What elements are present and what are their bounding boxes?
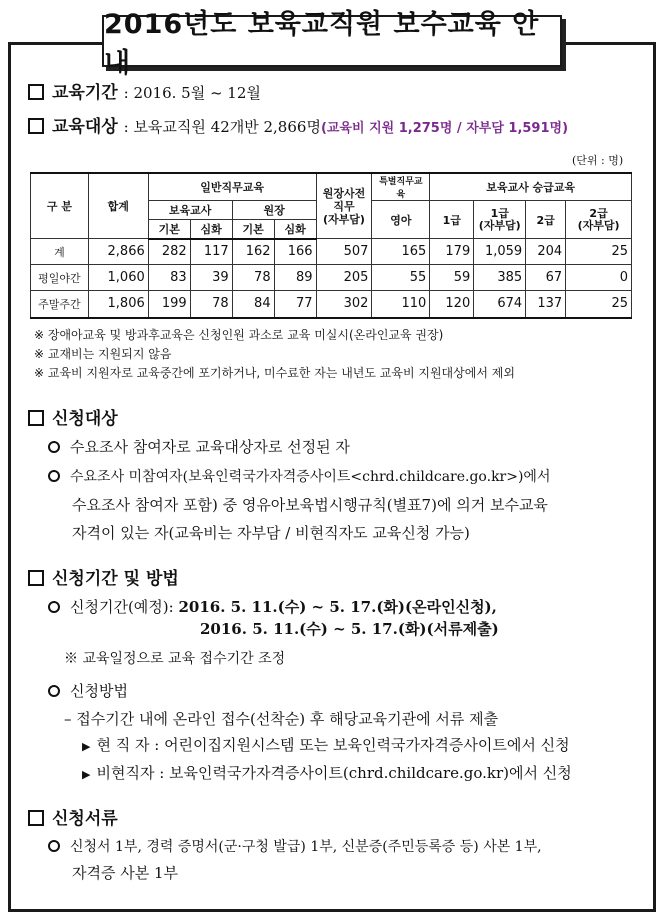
- cell: 204: [526, 239, 566, 265]
- header-teacher: 보육교사: [148, 201, 232, 220]
- triangle-bullet-icon: ▶: [82, 768, 91, 781]
- row-label: 주말주간: [31, 291, 89, 318]
- cell: 77: [274, 291, 316, 318]
- table-row: [31, 291, 632, 318]
- cell: 385: [474, 265, 526, 291]
- apply-period-line1: 2016. 5. 11.(수) ~ 5. 17.(화)(온라인신청),: [178, 598, 497, 616]
- cell: 199: [148, 291, 190, 318]
- cell: 674: [474, 291, 526, 318]
- period-label: 교육기간: [52, 83, 118, 103]
- cell: 1,806: [88, 291, 148, 318]
- checkbox-square-icon: [28, 118, 44, 134]
- cell: 78: [190, 291, 232, 318]
- header-pre-director-l2: 직무: [333, 199, 355, 213]
- apply-method-sublabel: 신청방법: [70, 682, 128, 700]
- document-title: 2016년도 보육교직원 보수교육 안내: [102, 15, 562, 67]
- checkbox-square-icon: [28, 570, 44, 586]
- cell: 165: [372, 239, 430, 265]
- cell: 117: [190, 239, 232, 265]
- cell: 2,866: [88, 239, 148, 265]
- header-infant: 영아: [372, 201, 430, 239]
- docs-line-1: [48, 836, 542, 856]
- apply-method-bullet-1: [82, 734, 570, 755]
- apply-target-item-2-l2: 수요조사 참여자 포함) 중 영유아보육법시행규칙(별표7)에 의거 보수교육: [72, 496, 548, 514]
- apply-target-item-2-l3: 자격이 있는 자(교육비는 자부담 / 비현직자도 교육신청 가능): [72, 524, 470, 542]
- circle-bullet-icon: [48, 601, 60, 613]
- apply-method-bullet-1-text: 현 직 자 : 어린이집지원시스템 또는 보육인력국가자격증사이트에서 신청: [96, 736, 570, 754]
- cell: 1,060: [88, 265, 148, 291]
- header-total: 합계: [88, 173, 148, 239]
- period-value: : 2016. 5월 ~ 12월: [123, 84, 261, 102]
- header-gubun: 구 분: [31, 173, 89, 239]
- target-value: : 보육교직원 42개반 2,866명: [123, 118, 321, 136]
- cell: 25: [566, 239, 632, 265]
- circle-bullet-icon: [48, 840, 60, 852]
- apply-period-line2: 2016. 5. 11.(수) ~ 5. 17.(화)(서류제출): [200, 620, 499, 638]
- header-director: 원장: [232, 201, 316, 220]
- circle-bullet-icon: [48, 470, 60, 482]
- target-label: 교육대상: [52, 117, 118, 137]
- target-note: (교육비 지원 1,275명 / 자부담 1,591명): [320, 121, 569, 136]
- header-grade1-self-l1: 1급: [490, 206, 509, 220]
- header-grade2-self-l1: 2급: [589, 206, 608, 220]
- apply-period-note: ※ 교육일정으로 교육 접수기간 조정: [64, 651, 286, 667]
- header-teacher-basic: 기본: [148, 220, 190, 239]
- cell: 89: [274, 265, 316, 291]
- circle-bullet-icon: [48, 441, 60, 453]
- target-row: [28, 112, 568, 137]
- cell: 67: [526, 265, 566, 291]
- period-row: [28, 78, 261, 103]
- note-2: ※ 교재비는 지원되지 않음: [34, 347, 172, 361]
- header-grade2: 2급: [526, 201, 566, 239]
- circle-bullet-icon: [48, 685, 60, 697]
- header-pre-director-l3: (자부담): [323, 212, 365, 226]
- cell: 83: [148, 265, 190, 291]
- header-pre-director: [316, 173, 372, 239]
- triangle-bullet-icon: ▶: [82, 740, 91, 753]
- note-3: ※ 교육비 지원자로 교육중간에 포기하거나, 미수료한 자는 내년도 교육비 지원대상에서 제외: [34, 366, 515, 380]
- cell: 507: [316, 239, 372, 265]
- cell: 166: [274, 239, 316, 265]
- table-row: [31, 239, 632, 265]
- cell: 39: [190, 265, 232, 291]
- cell: 120: [430, 291, 474, 318]
- docs-line-2: 자격증 사본 1부: [72, 864, 179, 882]
- apply-target-item-2: [48, 466, 550, 486]
- header-teacher-deep: 심화: [190, 220, 232, 239]
- apply-target-item-1: [48, 436, 350, 457]
- cell: 110: [372, 291, 430, 318]
- cell: 59: [430, 265, 474, 291]
- apply-target-item-2-l1: 수요조사 미참여자(보육인력국가자격증사이트<chrd.childcare.go.kr>)에서: [70, 469, 551, 485]
- cell: 78: [232, 265, 274, 291]
- apply-period-row: [48, 596, 497, 617]
- apply-method-label: 신청기간 및 방법: [52, 569, 179, 589]
- cell: 0: [566, 265, 632, 291]
- checkbox-square-icon: [28, 410, 44, 426]
- apply-method-bullet-2: [82, 762, 572, 783]
- cell: 25: [566, 291, 632, 318]
- unit-label: (단위 : 명): [572, 154, 624, 167]
- row-label: 평일야간: [31, 265, 89, 291]
- header-grade1-self-l2: (자부담): [478, 218, 521, 232]
- apply-target-heading: [28, 404, 118, 429]
- docs-line-1-text: 신청서 1부, 경력 증명서(군·구청 발급) 1부, 신분증(주민등록증 등) 사본 1부,: [70, 839, 542, 855]
- header-director-deep: 심화: [274, 220, 316, 239]
- apply-target-item-1-text: 수요조사 참여자로 교육대상자로 선정된 자: [70, 438, 350, 456]
- header-grade1-self: [474, 201, 526, 239]
- apply-method-bullet-2-text: 비현직자 : 보육인력국가자격증사이트(chrd.childcare.go.kr)에서 신청: [96, 764, 572, 782]
- cell: 84: [232, 291, 274, 318]
- cell: 179: [430, 239, 474, 265]
- docs-heading: [28, 804, 118, 829]
- cell: 55: [372, 265, 430, 291]
- row-label: 계: [31, 239, 89, 265]
- header-general: 일반직무교육: [148, 173, 316, 201]
- apply-method-dash: – 접수기간 내에 온라인 접수(선착순) 후 해당교육기관에 서류 제출: [64, 710, 499, 728]
- cell: 282: [148, 239, 190, 265]
- cell: 1,059: [474, 239, 526, 265]
- cell: 137: [526, 291, 566, 318]
- header-pre-director-l1: 원장사전: [322, 186, 366, 200]
- cell: 162: [232, 239, 274, 265]
- cell: 205: [316, 265, 372, 291]
- apply-method-row: [48, 680, 128, 701]
- cell: 302: [316, 291, 372, 318]
- checkbox-square-icon: [28, 84, 44, 100]
- checkbox-square-icon: [28, 810, 44, 826]
- apply-method-heading: [28, 564, 179, 589]
- header-grade2-self-l2: (자부담): [577, 218, 620, 232]
- summary-table: [30, 172, 632, 319]
- note-1: ※ 장애아교육 및 방과후교육은 신청인원 과소로 교육 미실시(온라인교육 권장): [34, 328, 444, 342]
- docs-label: 신청서류: [52, 809, 118, 829]
- header-grade1: 1급: [430, 201, 474, 239]
- table-row: [31, 265, 632, 291]
- header-director-basic: 기본: [232, 220, 274, 239]
- header-promotion: 보육교사 승급교육: [430, 173, 632, 201]
- header-grade2-self: [566, 201, 632, 239]
- apply-period-label: 신청기간(예정):: [70, 598, 174, 616]
- apply-target-label: 신청대상: [52, 409, 118, 429]
- header-special: 특별직무교육: [372, 173, 430, 201]
